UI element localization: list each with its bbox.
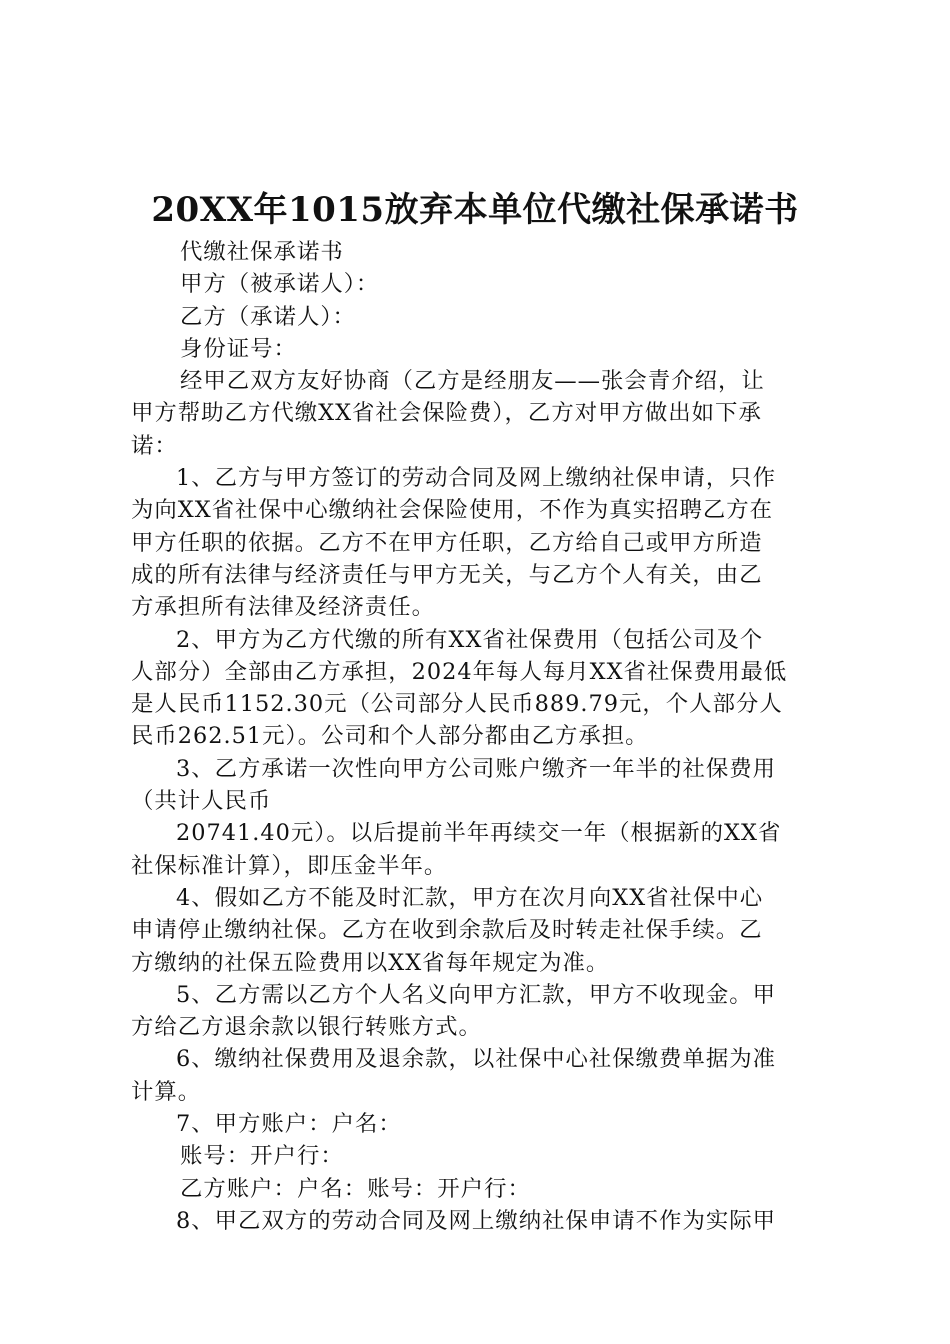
paragraph-line: 5、乙方需以乙方个人名义向甲方汇款，甲方不收现金。甲 xyxy=(176,981,777,1008)
paragraph-line: 甲方（被承诺人）： xyxy=(180,271,380,298)
paragraph-line: 方承担所有法律及经济责任。 xyxy=(131,594,436,621)
document-body xyxy=(131,236,831,1237)
paragraph-line: 诺： xyxy=(131,432,178,459)
paragraph-line: 3、乙方承诺一次性向甲方公司账户缴齐一年半的社保费用 xyxy=(176,755,777,782)
paragraph-line: 6、缴纳社保费用及退余款，以社保中心社保缴费单据为准 xyxy=(176,1046,777,1073)
paragraph-line: 1、乙方与甲方签订的劳动合同及网上缴纳社保申请，只作 xyxy=(176,465,777,492)
paragraph-line: 2、甲方为乙方代缴的所有XX省社保费用（包括公司及个 xyxy=(176,626,764,653)
paragraph-line: 代缴社保承诺书 xyxy=(180,239,344,265)
paragraph-line: 乙方（承诺人）： xyxy=(180,303,356,330)
paragraph-line: 甲方帮助乙方代缴XX省社会保险费），乙方对甲方做出如下承 xyxy=(131,400,762,427)
paragraph-line: 社保标准计算），即压金半年。 xyxy=(131,852,448,879)
paragraph-line: （共计人民币 xyxy=(131,788,272,815)
paragraph-line: 7、甲方账户：户名： xyxy=(176,1111,402,1138)
paragraph-line: 20741.40元）。以后提前半年再续交一年（根据新的XX省 xyxy=(176,820,782,847)
paragraph-line: 民币262.51元）。公司和个人部分都由乙方承担。 xyxy=(131,723,649,750)
paragraph-line: 是人民币1152.30元（公司部分人民币889.79元，个人部分人 xyxy=(131,691,783,718)
paragraph-line: 乙方账户：户名：账号：开户行： xyxy=(180,1175,531,1202)
paragraph-line: 甲方任职的依据。乙方不在甲方任职，乙方给自己或甲方所造 xyxy=(131,529,763,556)
paragraph-line: 成的所有法律与经济责任与甲方无关，与乙方个人有关，由乙 xyxy=(131,561,763,588)
paragraph-line: 身份证号： xyxy=(180,335,297,362)
paragraph-line: 为向XX省社保中心缴纳社会保险使用，不作为真实招聘乙方在 xyxy=(131,497,774,524)
paragraph-line: 4、假如乙方不能及时汇款，甲方在次月向XX省社保中心 xyxy=(176,884,764,911)
paragraph-line: 8、甲乙双方的劳动合同及网上缴纳社保申请不作为实际甲 xyxy=(176,1207,777,1234)
paragraph-line: 申请停止缴纳社保。乙方在收到余款后及时转走社保手续。乙 xyxy=(131,917,763,944)
paragraph-line: 人部分）全部由乙方承担，2024年每人每月XX省社保费用最低 xyxy=(131,658,788,685)
paragraph-line: 方给乙方退余款以银行转账方式。 xyxy=(131,1014,482,1041)
paragraph-line: 计算。 xyxy=(131,1078,202,1105)
document-title: 20XX年1015放弃本单位代缴社保承诺书 xyxy=(151,190,799,230)
paragraph-line: 账号：开户行： xyxy=(180,1143,344,1170)
paragraph-line: 经甲乙双方友好协商（乙方是经朋友——张会青介绍，让 xyxy=(180,368,765,395)
paragraph-line: 方缴纳的社保五险费用以XX省每年规定为准。 xyxy=(131,949,610,976)
